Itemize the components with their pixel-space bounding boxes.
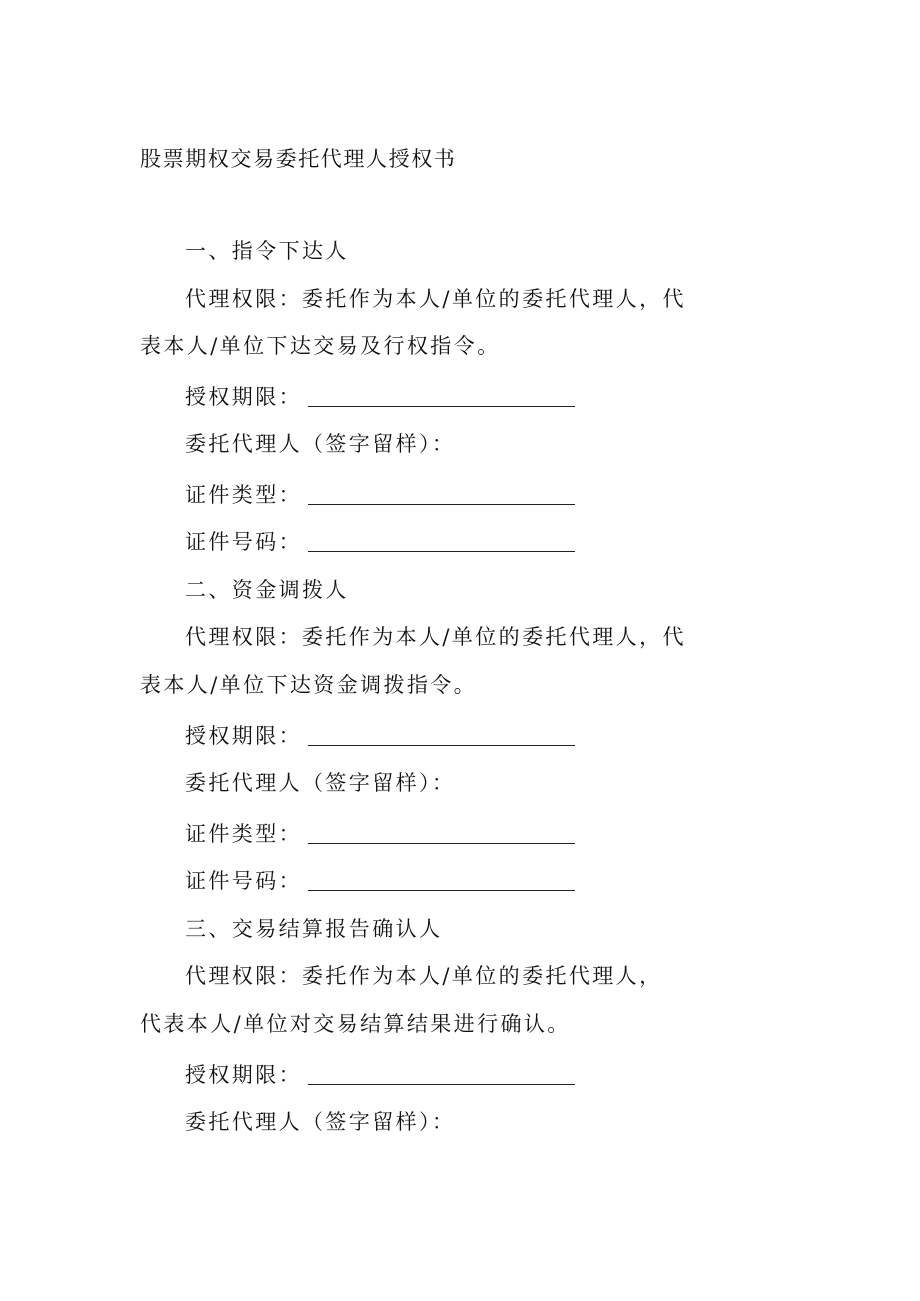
section-2-heading: 二、资金调拨人 — [185, 578, 349, 602]
section-3-heading: 三、交易结算报告确认人 — [185, 917, 443, 941]
section-1-heading: 一、指令下达人 — [185, 239, 349, 263]
section-1-term-blank[interactable] — [308, 406, 575, 407]
section-2-authority-line2: 表本人/单位下达资金调拨指令。 — [140, 673, 478, 697]
section-2-id-number-label: 证件号码： — [185, 869, 302, 893]
document-title: 股票期权交易委托代理人授权书 — [140, 147, 457, 171]
section-1-term-label: 授权期限： — [185, 385, 302, 409]
section-1-id-type-blank[interactable] — [308, 504, 575, 505]
section-2-id-type-blank[interactable] — [308, 843, 575, 844]
section-1-id-number-label: 证件号码： — [185, 530, 302, 554]
section-3-term-label: 授权期限： — [185, 1063, 302, 1087]
section-3-signature-label: 委托代理人（签字留样）： — [185, 1110, 456, 1134]
section-2-id-number-blank[interactable] — [308, 890, 575, 891]
section-1-id-number-blank[interactable] — [308, 551, 575, 552]
section-3-term-blank[interactable] — [308, 1084, 575, 1085]
section-1-authority-line2: 表本人/单位下达交易及行权指令。 — [140, 334, 501, 358]
section-3-authority-line2: 代表本人/单位对交易结算结果进行确认。 — [140, 1012, 571, 1036]
section-3-authority-line1: 代理权限：委托作为本人/单位的委托代理人， — [185, 964, 663, 988]
section-1-authority-line1: 代理权限：委托作为本人/单位的委托代理人，代 — [185, 287, 686, 311]
section-1-signature-label: 委托代理人（签字留样）： — [185, 432, 456, 456]
section-2-term-blank[interactable] — [308, 745, 575, 746]
section-2-id-type-label: 证件类型： — [185, 822, 302, 846]
section-2-signature-label: 委托代理人（签字留样）： — [185, 771, 456, 795]
section-1-id-type-label: 证件类型： — [185, 483, 302, 507]
section-2-term-label: 授权期限： — [185, 724, 302, 748]
section-2-authority-line1: 代理权限：委托作为本人/单位的委托代理人，代 — [185, 625, 686, 649]
